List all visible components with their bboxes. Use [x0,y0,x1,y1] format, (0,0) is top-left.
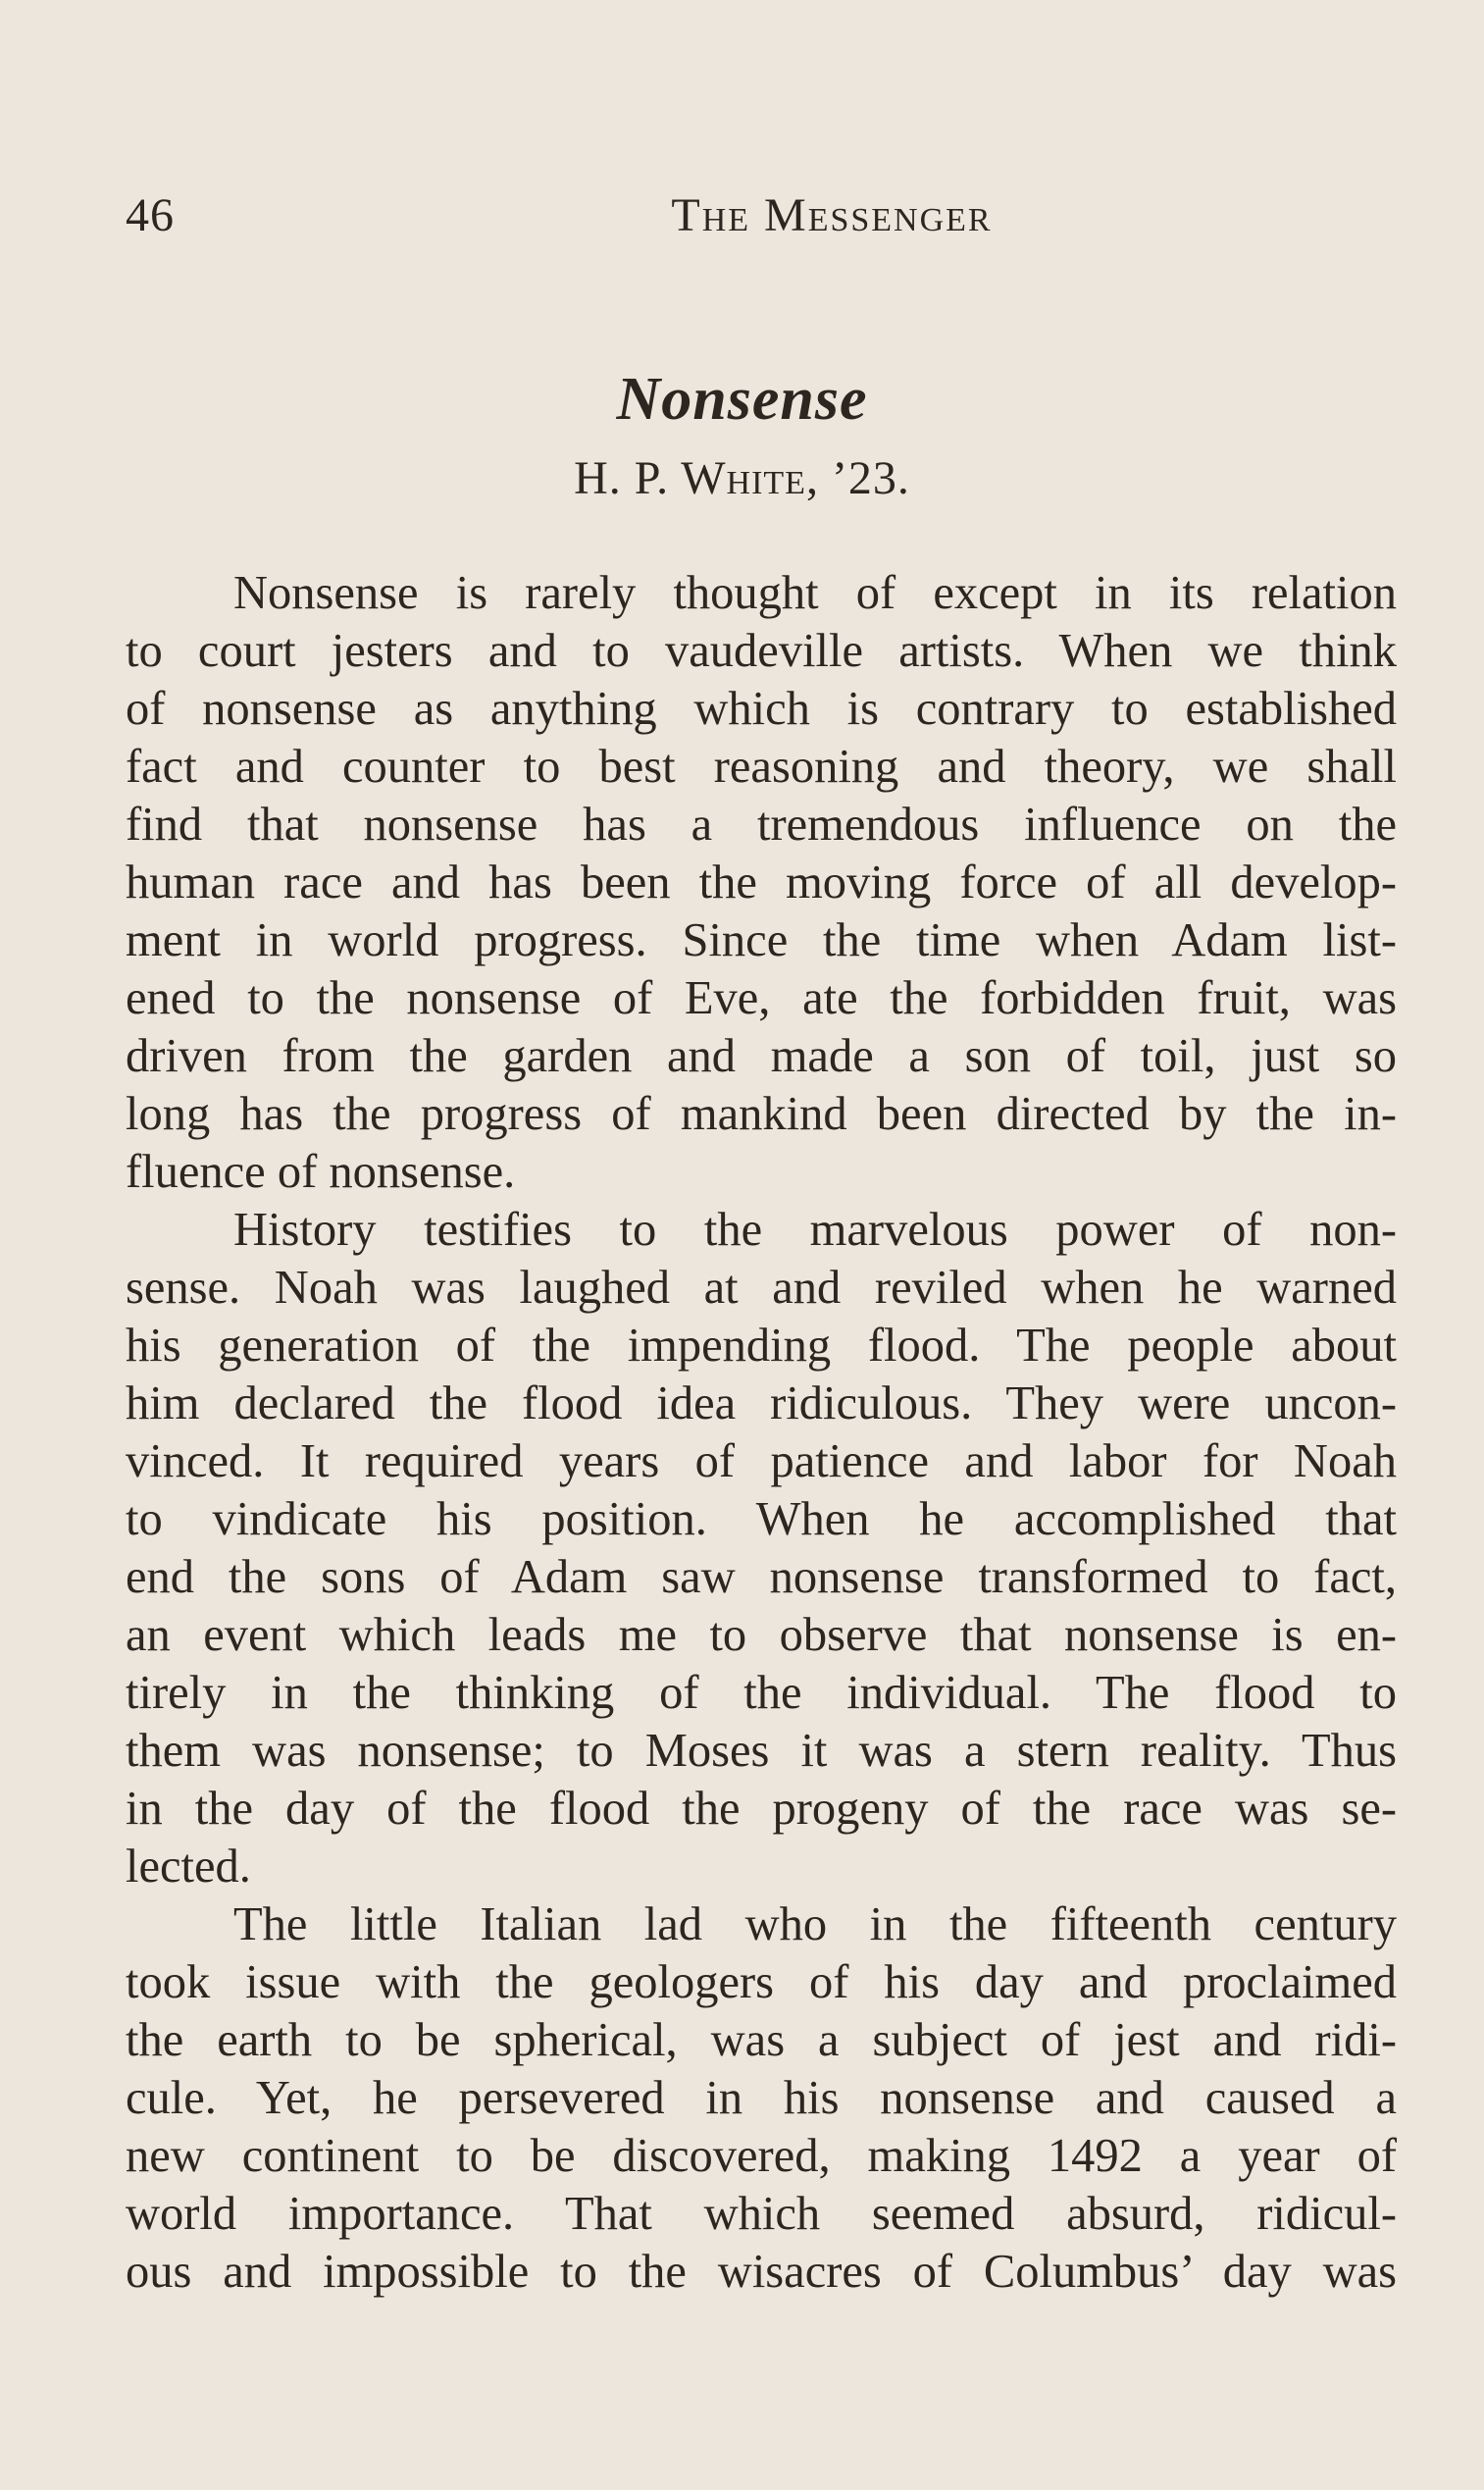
text-line: tirely in the thinking of the individual. The flood to [126,1667,1397,1719]
text-line: find that nonsense has a tremendous influence on the [126,799,1397,851]
text-line: ous and impossible to the wisacres of Columbus’ day was [126,2246,1397,2298]
text-line: sense. Noah was laughed at and reviled when he warned [126,1262,1397,1314]
text-line: new continent to be discovered, making 1492 a year of [126,2130,1397,2182]
text-line: fact and counter to best reasoning and theory, we shall [126,741,1397,793]
text-line: to vindicate his position. When he accomplished that [126,1493,1397,1545]
page-number: 46 [126,189,175,241]
text-line: the earth to be spherical, was a subject of jest and ridi- [126,2014,1397,2066]
text-line: Nonsense is rarely thought of except in its relation [233,567,1397,619]
text-line: vinced. It required years of patience and labor for Noah [126,1435,1397,1487]
text-line: long has the progress of mankind been directed by the in- [126,1088,1397,1140]
text-line: human race and has been the moving force of all develop- [126,856,1397,908]
article-body [126,564,1397,2301]
text-line: of nonsense as anything which is contrary to established [126,683,1397,735]
text-line: cule. Yet, he persevered in his nonsense and caused a [126,2072,1397,2124]
journal-title: The Messenger [671,189,993,241]
text-line: driven from the garden and made a son of toil, just so [126,1030,1397,1082]
text-line: The little Italian lad who in the fifteenth century [233,1898,1397,1950]
text-line: ened to the nonsense of Eve, ate the forbidden fruit, was [126,972,1397,1024]
text-line: to court jesters and to vaudeville artists. When we think [126,625,1397,677]
article-title: Nonsense [616,366,868,433]
text-line: ment in world progress. Since the time when Adam list- [126,914,1397,966]
paragraph-3 [126,1895,1397,2301]
text-line: lected. [126,1841,251,1893]
text-line: in the day of the flood the progeny of the race was se- [126,1783,1397,1835]
paragraph-1 [126,564,1397,1201]
text-line: world importance. That which seemed absurd, ridicul- [126,2188,1397,2240]
text-line: end the sons of Adam saw nonsense transformed to fact, [126,1551,1397,1603]
text-line: History testifies to the marvelous power of non- [233,1204,1397,1256]
text-line: them was nonsense; to Moses it was a stern reality. Thus [126,1725,1397,1777]
text-line: took issue with the geologers of his day and proclaimed [126,1956,1397,2008]
running-head [126,188,1401,257]
article-byline: H. P. White, ’23. [574,452,910,504]
text-line: his generation of the impending flood. The people about [126,1320,1397,1372]
text-line: him declared the flood idea ridiculous. They were uncon- [126,1377,1397,1429]
text-line: fluence of nonsense. [126,1146,516,1198]
text-line: an event which leads me to observe that nonsense is en- [126,1609,1397,1661]
paragraph-2 [126,1201,1397,1895]
